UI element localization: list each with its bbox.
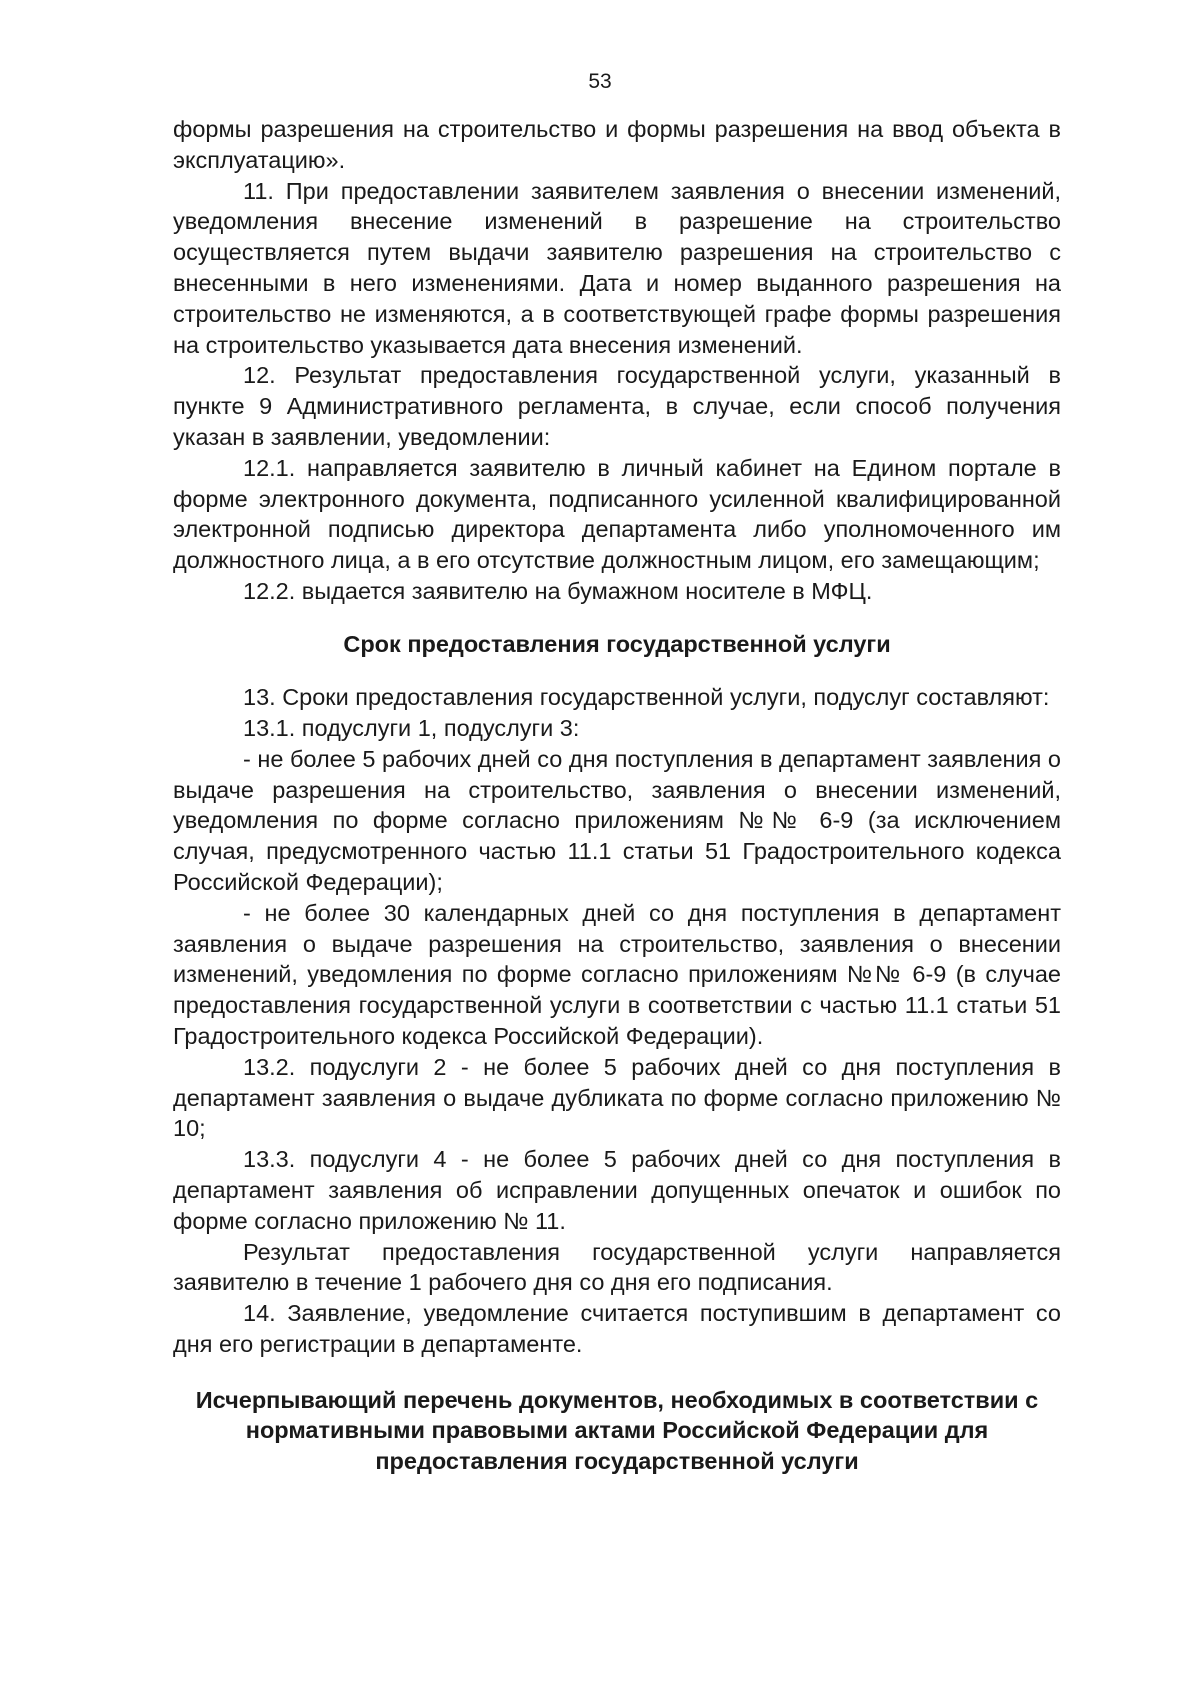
paragraph-12-1: 12.1. направляется заявителю в личный кабинет на Едином портале в форме электронного документа, подписанного усиленной квалифицированной электронной подписью директора департамента либо уполномоченного им должностного лица, а в его отсутствие должностным лицом, его замещающим; [173,454,1061,574]
paragraph-13-1: 13.1. подуслуги 1, подуслуги 3: [243,715,580,742]
list-item-5-days: - не более 5 рабочих дней со дня поступления в департамент заявления о выдаче разрешения на строительство, заявления о внесении изменений, уведомления по форме согласно приложениям №№ 6-9 (за исключением случая, предусмотренного частью 11.1 статьи 51 Градостроительного кодекса Российской Федерации); [173,745,1061,896]
paragraph-12-2: 12.2. выдается заявителю на бумажном носителе в МФЦ. [243,577,873,604]
list-item-30-days: - не более 30 календарных дней со дня поступления в департамент заявления о выдаче разрешения на строительство, заявления о внесении изменений, уведомления по форме согласно приложениям №№ 6-9 (в случае предоставления государственной услуги в соответствии с частью 11.1 статьи 51 Градостроительного кодекса Российской Федерации). [173,899,1061,1050]
paragraph-continuation: формы разрешения на строительство и формы разрешения на ввод объекта в эксплуатацию». [173,116,1061,173]
heading-line: нормативными правовыми актами Российской Федерации для [245,1417,989,1444]
heading-line: предоставления государственной услуги [375,1447,859,1474]
page-number: 53 [588,70,612,93]
paragraph-13-3: 13.3. подуслуги 4 - не более 5 рабочих дней со дня поступления в департамент заявления об исправлении допущенных опечаток и ошибок по форме согласно приложению № 11. [173,1146,1061,1234]
section-heading-term: Срок предоставления государственной услуги [343,630,891,657]
paragraph-result: Результат предоставления государственной услуги направляется заявителю в течение 1 рабочего дня со дня его подписания. [173,1238,1061,1296]
heading-line: Исчерпывающий перечень документов, необходимых в соответствии с [195,1386,1039,1413]
paragraph-12: 12. Результат предоставления государственной услуги, указанный в пункте 9 Административного регламента, в случае, если способ получения указан в заявлении, уведомлении: [173,362,1061,450]
section-heading-documents [173,1385,1061,1477]
paragraph-14: 14. Заявление, уведомление считается поступившим в департамент со дня его регистрации в департаменте. [173,1300,1061,1357]
paragraph-11: 11. При предоставлении заявителем заявления о внесении изменений, уведомления внесение изменений в разрешение на строительство осуществляется путем выдачи заявителю разрешения на строительство с внесенными в него изменениями. Дата и номер выданного разрешения на строительство не изменяются, а в соответствующей графе формы разрешения на строительство указывается дата внесения изменений. [173,177,1061,358]
paragraph-13-2: 13.2. подуслуги 2 - не более 5 рабочих дней со дня поступления в департамент заявления о выдаче дубликата по форме согласно приложению № 10; [173,1053,1061,1142]
document-body [173,114,1061,1476]
paragraph-13: 13. Сроки предоставления государственной услуги, подуслуг составляют: [243,684,1050,711]
